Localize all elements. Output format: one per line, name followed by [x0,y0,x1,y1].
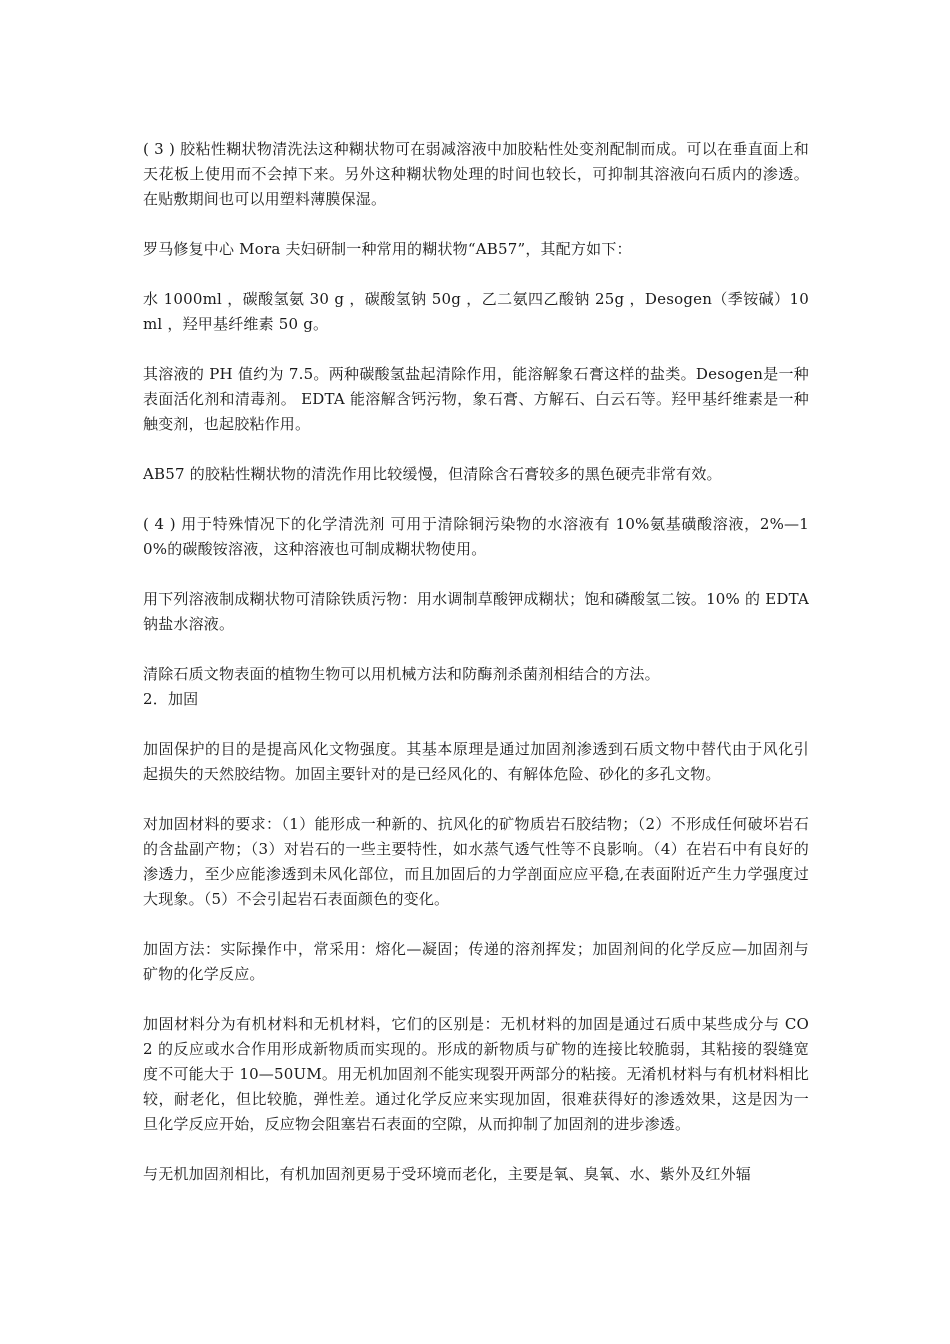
section-heading-consolidation: 2．加固 [143,690,199,708]
paragraph-consolidation-methods: 加固方法：实际操作中，常采用：熔化—凝固；传递的溶剂挥发；加固剂间的化学反应—加固剂与矿物的化学反应。 [143,940,809,983]
paragraph-ab57-effect: AB57 的胶粘性糊状物的清洗作用比较缓慢，但清除含石膏较多的黑色硬壳非常有效。 [143,465,722,483]
paragraph-ab57-formula: 水 1000ml ，碳酸氢氨 30 g ，碳酸氢钠 50g ，乙二氨四乙酸钠 25g ，Desogen（季铵碱）10 ml ，羟甲基纤维素 50 g。 [143,290,809,333]
paragraph-ph-description: 其溶液的 PH 值约为 7.5。两种碳酸氢盐起清除作用，能溶解象石膏这样的盐类。Desogen是一种表面活化剂和清毒剂。 EDTA 能溶解含钙污物，象石膏、方解石、白云石等。羟甲基纤维素是一种触变剂，也起胶粘作用。 [143,365,809,433]
paragraph-special-cleaning: ( 4 ) 用于特殊情况下的化学清洗剂 可用于清除铜污染物的水溶液有 10%氨基磺酸溶液，2%—10%的碳酸铵溶液，这种溶液也可制成糊状物使用。 [143,515,809,558]
paragraph-ab57-intro: 罗马修复中心 Mora 夫妇研制一种常用的糊状物“AB57”，其配方如下： [143,240,632,258]
paragraph-consolidation-purpose: 加固保护的目的是提高风化文物强度。其基本原理是通过加固剂渗透到石质文物中替代由于风化引起损失的天然胶结物。加固主要针对的是已经风化的、有解体危险、砂化的多孔文物。 [143,740,809,783]
paragraph-cleaning-paste: ( 3 ) 胶粘性糊状物清洗法这种糊状物可在弱减溶液中加胶粘性处变剂配制而成。可以在垂直面上和天花板上使用而不会掉下来。另外这种糊状物处理的时间也较长，可抑制其溶液向石质内的渗透。在贴敷期间也可以用塑料薄膜保湿。 [143,140,809,208]
paragraph-material-requirements: 对加固材料的要求：（1）能形成一种新的、抗风化的矿物质岩石胶结物；（2）不形成任何破坏岩石的含盐副产物；（3）对岩石的一些主要特性，如水蒸气透气性等不良影响。（4）在岩石中有良好的渗透力，至少应能渗透到未风化部位，而且加固后的力学剖面应应平稳,在表面附近产生力学强度过大现象。（5）不会引起岩石表面颜色的变化。 [143,815,809,908]
paragraph-plant-removal: 清除石质文物表面的植物生物可以用机械方法和防酶剂杀菌剂相结合的方法。 [143,665,660,683]
paragraph-iron-stain: 用下列溶液制成糊状物可清除铁质污物：用水调制草酸钾成糊状；饱和磷酸氢二铵。10% 的 EDTA 钠盐水溶液。 [143,590,809,633]
document-page [143,137,809,1187]
paragraph-material-types: 加固材料分为有机材料和无机材料，它们的区别是：无机材料的加固是通过石质中某些成分与 CO 2 的反应或水合作用形成新物质而实现的。形成的新物质与矿物的连接比较脆弱，其粘接的裂缝宽度不可能大于 10—50UM。用无机加固剂不能实现裂开两部分的粘接。无淆机材料与有机材料相比较，耐老化，但比较脆，弹性差。通过化学反应来实现加固，很难获得好的渗透效果，这是因为一旦化学反应开始，反应物会阻塞岩石表面的空隙，从而抑制了加固剂的进步渗透。 [143,1015,809,1133]
paragraph-organic-aging: 与无机加固剂相比，有机加固剂更易于受环境而老化，主要是氧、臭氧、水、紫外及红外辐 [143,1165,752,1183]
